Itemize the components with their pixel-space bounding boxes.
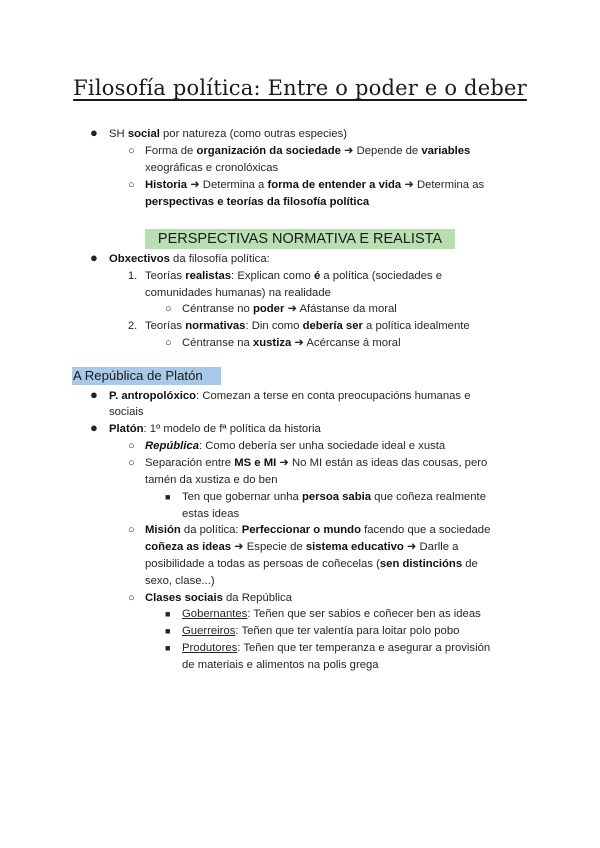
text-line: Clases sociais da República [145,592,292,604]
bullet-circle: ○ [165,337,172,349]
text-line: Ten que gobernar unha persoa sabia que coñeza realmente [182,491,486,503]
bullet-dot: ● [90,125,98,140]
bullet-circle: ○ [128,592,135,604]
text-line: Produtores: Teñen que ter temperanza e asegurar a provisión [182,642,491,654]
text-line: Historia ➜ Determina a forma de entender a vida ➜ Determina as [145,179,485,191]
bullet-dot: ● [90,420,98,435]
text-line: P. antropolóxico: Comezan a terse en conta preocupacións humanas e [109,390,471,402]
text-line: Teorías realistas: Explican como é a política (sociedades e [145,270,443,282]
bullet-dot: ● [90,387,98,402]
text-line: tamén da xustiza e do ben [145,474,278,486]
text-line: SH social por natureza (como outras especies) [109,128,347,140]
text-line: República: Como debería ser unha sociedade ideal e xusta [145,440,446,452]
bullet-circle: ○ [128,145,135,157]
bullet-dot: ● [90,250,98,265]
text-line: coñeza as ideas ➜ Especie de sistema educativo ➜ Darlle a [145,541,459,553]
bullet-square: ■ [165,626,171,636]
text-line: Teorías normativas: Din como debería ser a política idealmente [145,320,470,332]
list-number: 2. [128,320,138,332]
text-line: Gobernantes: Teñen que ser sabios e coñecer ben as ideas [182,608,481,620]
text-line: posibilidade a todas as persoas de coñecelas (sen distincións de [145,558,478,570]
text-line: Obxectivos da filosofía política: [109,253,270,265]
text-line: estas ideas [182,508,240,520]
text-line: perspectivas e teorías da filosofía política [145,196,370,208]
bullet-square: ■ [165,492,171,502]
text-line: comunidades humanas) na realidade [145,287,331,299]
text-line: xeográficas e cronolóxicas [145,162,279,174]
bullet-circle: ○ [128,457,135,469]
list-number: 1. [128,270,138,282]
text-line: Céntranse na xustiza ➜ Acércanse á moral [182,337,401,349]
section-heading-republica: A República de Platón [72,367,221,385]
text-line: de materiais e alimentos na polis grega [182,659,379,671]
text-line: sociais [109,406,144,418]
text-line: Separación entre MS e MI ➜ No MI están as ideas das cousas, pero [145,457,488,469]
section-heading-perspectivas: PERSPECTIVAS NORMATIVA E REALISTA [145,229,455,249]
text-line: Céntranse no poder ➜ Afástanse da moral [182,303,397,315]
bullet-circle: ○ [165,303,172,315]
bullet-circle: ○ [128,440,135,452]
text-line: sexo, clase...) [145,575,215,587]
bullet-square: ■ [165,609,171,619]
bullet-circle: ○ [128,179,135,191]
text-line: Forma de organización da sociedade ➜ Depende de variables [145,145,471,157]
bullet-circle: ○ [128,524,135,536]
text-line: Guerreiros: Teñen que ter valentía para loitar polo pobo [182,625,460,637]
bullet-square: ■ [165,643,171,653]
text-line: Misión da política: Perfeccionar o mundo facendo que a sociedade [145,524,491,536]
text-line: Platón: 1º modelo de fª política da historia [109,423,321,435]
page-title: Filosofía política: Entre o poder e o deber [73,76,527,100]
